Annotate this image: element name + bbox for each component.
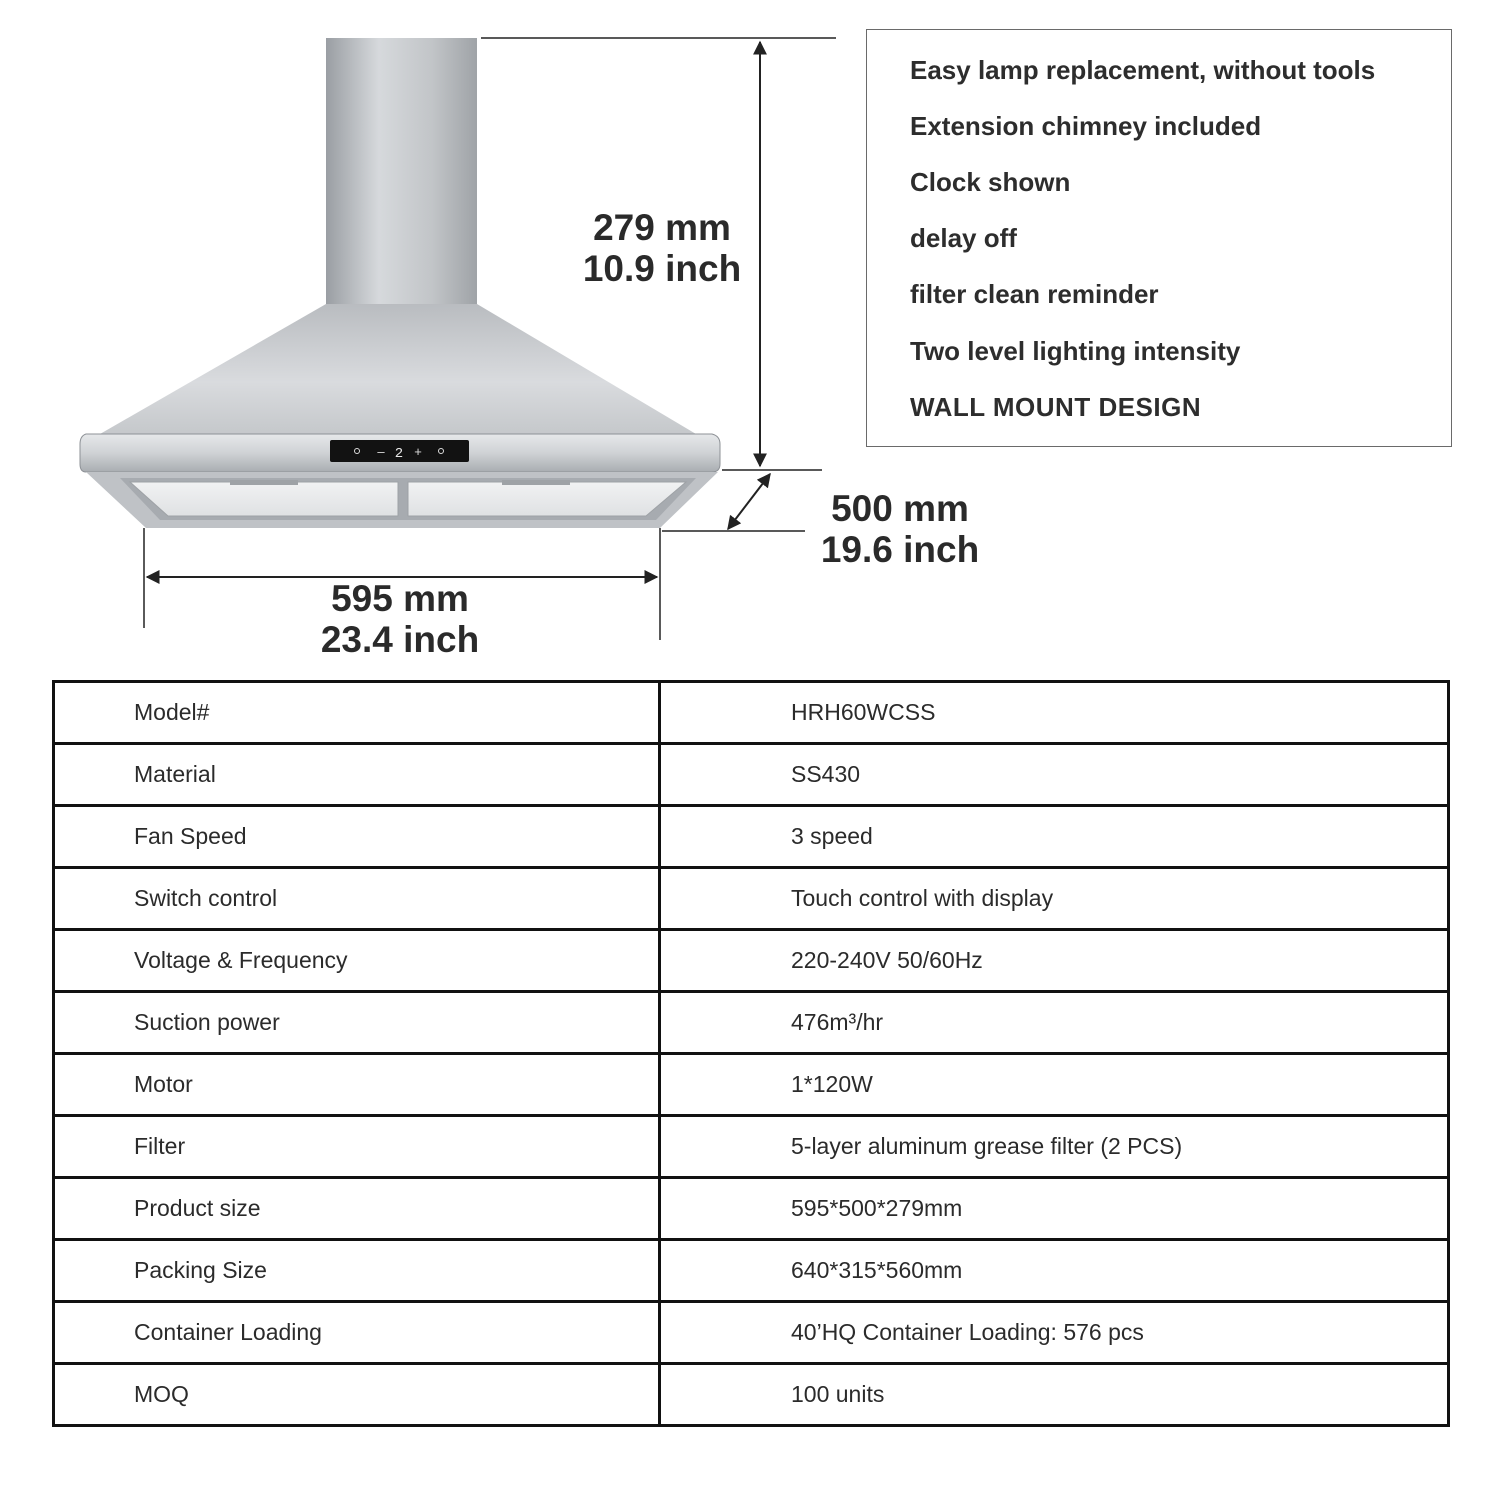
- table-row: [54, 1116, 1449, 1178]
- table-row: [54, 1302, 1449, 1364]
- table-row: [54, 1178, 1449, 1240]
- table-row: [54, 930, 1449, 992]
- spec-label: Voltage & Frequency: [54, 930, 660, 992]
- canopy: [100, 304, 696, 434]
- control-display: 2: [394, 446, 404, 462]
- minus-icon: –: [377, 444, 385, 459]
- features-box: [866, 29, 1452, 447]
- depth-dimension-label: [800, 488, 1000, 570]
- feature-item: Two level lighting intensity: [910, 336, 1241, 366]
- grease-filter-left: [130, 482, 398, 516]
- spec-value: 595*500*279mm: [660, 1178, 1449, 1240]
- table-row: [54, 868, 1449, 930]
- table-row: [54, 744, 1449, 806]
- table-row: [54, 1240, 1449, 1302]
- spec-label: Material: [54, 744, 660, 806]
- feature-item: Clock shown: [910, 167, 1071, 197]
- spec-label: Model#: [54, 682, 660, 744]
- spec-table: [52, 680, 1450, 1427]
- width-inch: 23.4 inch: [320, 619, 480, 660]
- feature-item: delay off: [910, 223, 1017, 253]
- spec-value: SS430: [660, 744, 1449, 806]
- feature-item: Extension chimney included: [910, 111, 1262, 141]
- spec-label: Filter: [54, 1116, 660, 1178]
- height-inch: 10.9 inch: [582, 248, 742, 289]
- range-hood-diagram: [0, 0, 860, 670]
- spec-label: Motor: [54, 1054, 660, 1116]
- spec-value: 220-240V 50/60Hz: [660, 930, 1449, 992]
- feature-item: Easy lamp replacement, without tools: [910, 55, 1376, 85]
- spec-value: 100 units: [660, 1364, 1449, 1426]
- table-row: [54, 1364, 1449, 1426]
- height-dimension-label: [562, 207, 762, 289]
- feature-item: filter clean reminder: [910, 279, 1159, 309]
- spec-label: Product size: [54, 1178, 660, 1240]
- chimney: [326, 38, 477, 306]
- spec-label: Packing Size: [54, 1240, 660, 1302]
- feature-item: WALL MOUNT DESIGN: [910, 392, 1202, 422]
- plus-icon: +: [414, 444, 422, 459]
- width-mm: 595 mm: [331, 578, 469, 619]
- depth-dimension-line: [728, 474, 770, 529]
- spec-label: Fan Speed: [54, 806, 660, 868]
- spec-value: 640*315*560mm: [660, 1240, 1449, 1302]
- width-dimension-label: [300, 578, 500, 660]
- table-row: [54, 806, 1449, 868]
- spec-label: Container Loading: [54, 1302, 660, 1364]
- depth-mm: 500 mm: [831, 488, 969, 529]
- spec-label: Suction power: [54, 992, 660, 1054]
- table-row: [54, 1054, 1449, 1116]
- table-row: [54, 992, 1449, 1054]
- control-panel: [330, 440, 469, 462]
- spec-value: 5-layer aluminum grease filter (2 PCS): [660, 1116, 1449, 1178]
- grease-filter-right: [408, 482, 686, 516]
- spec-value: 476m³/hr: [660, 992, 1449, 1054]
- depth-inch: 19.6 inch: [820, 529, 980, 570]
- spec-value: 1*120W: [660, 1054, 1449, 1116]
- spec-value: HRH60WCSS: [660, 682, 1449, 744]
- spec-value: 40’HQ Container Loading: 576 pcs: [660, 1302, 1449, 1364]
- height-mm: 279 mm: [593, 207, 731, 248]
- spec-label: Switch control: [54, 868, 660, 930]
- spec-value: 3 speed: [660, 806, 1449, 868]
- spec-label: MOQ: [54, 1364, 660, 1426]
- table-row: [54, 682, 1449, 744]
- spec-value: Touch control with display: [660, 868, 1449, 930]
